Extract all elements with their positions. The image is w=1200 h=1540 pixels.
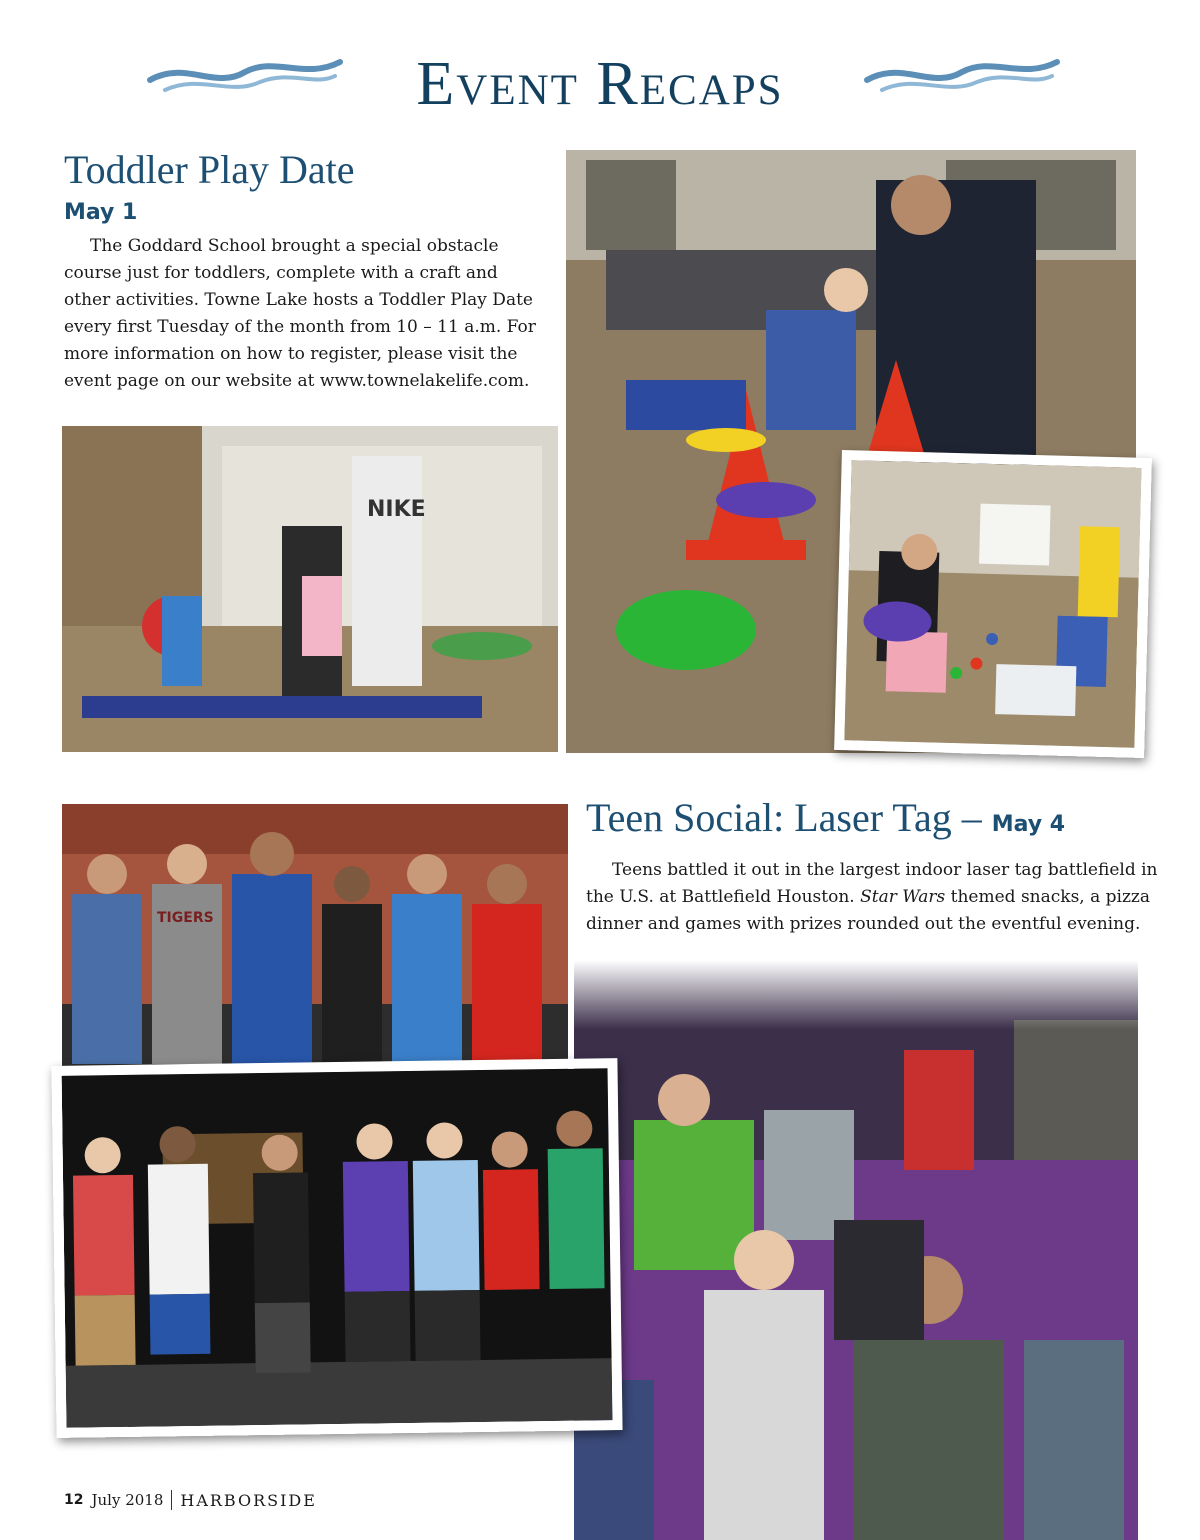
teen-body-end: themed snacks, a pizza dinner and games with prizes rounded out the eventful evening. <box>586 887 1151 934</box>
page-footer <box>64 1488 317 1512</box>
teen-paragraph <box>586 857 1166 938</box>
page-header <box>0 40 1200 120</box>
toddler-obstacle-photo <box>62 426 558 752</box>
teen-body-start: Teens battled it out in the largest indoor laser tag battlefield in the U.S. at Battlefield Houston. <box>586 860 1158 907</box>
teen-body-italic: Star Wars <box>860 887 946 907</box>
page-number: 12 <box>64 1492 84 1508</box>
issue-date: July 2018 <box>91 1491 164 1509</box>
footer-divider <box>171 1490 172 1510</box>
teen-heading-line <box>586 796 1166 847</box>
toddler-craft-photo <box>834 450 1152 758</box>
magazine-name: HARBORSIDE <box>180 1490 317 1510</box>
teen-heading: Teen Social: Laser Tag – <box>586 795 992 840</box>
teen-arena-photo <box>574 960 1138 1540</box>
page-title: Event Recaps <box>416 50 784 118</box>
toddler-heading: Toddler Play Date <box>64 147 355 192</box>
teen-date: May 4 <box>991 812 1066 837</box>
shirt-text: NIKE <box>367 497 426 522</box>
toddler-section <box>64 148 544 395</box>
teen-body <box>586 857 1166 938</box>
toddler-date: May 1 <box>64 200 138 225</box>
right-wave-ornament <box>862 50 1062 100</box>
toddler-paragraph: The Goddard School brought a special obstacle course just for toddlers, complete with a craft and other activities. Towne Lake hosts a Toddler Play Date every first Tuesday of the month from 10 – 11 a.m. For more information on how to register, please visit the event page on our website at www.townelakelife.com. <box>64 236 536 391</box>
teen-shirt-text: TIGERS <box>157 910 214 926</box>
teen-section <box>586 796 1166 938</box>
teen-group-photo <box>62 804 568 1080</box>
teen-outdoor-photo <box>51 1058 622 1438</box>
toddler-body <box>64 233 544 395</box>
